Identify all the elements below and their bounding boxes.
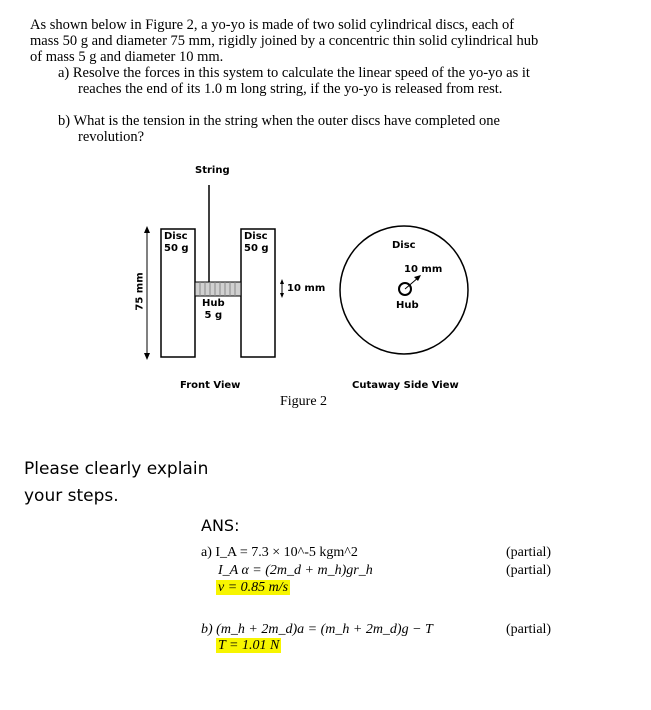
answer-a3-highlight: v = 0.85 m/s — [218, 580, 289, 595]
hub-label — [202, 298, 225, 322]
explain-note — [24, 456, 208, 510]
answer-b2 — [216, 638, 281, 654]
answer-b2-highlight: T = 1.01 N — [218, 638, 280, 653]
hub-mass: 5 g — [204, 310, 223, 321]
disc-right-label — [244, 231, 269, 255]
dim-75-label: 75 mm — [134, 272, 146, 311]
disc-left-name: Disc — [164, 231, 188, 242]
hub-name: Hub — [202, 298, 225, 309]
note-line-2: your steps. — [24, 486, 119, 506]
answer-b1: b) (m_h + 2m_d)a = (m_h + 2m_d)g − T — [201, 622, 433, 637]
partial-a2: (partial) — [506, 563, 552, 578]
side-10mm-label: 10 mm — [404, 264, 443, 275]
side-hub-label: Hub — [396, 300, 419, 311]
side-disc-label: Disc — [392, 240, 416, 251]
answer-heading: ANS: — [201, 516, 240, 535]
front-view-label: Front View — [180, 380, 241, 391]
string-label: String — [195, 165, 230, 176]
answer-a1: a) I_A = 7.3 × 10^-5 kgm^2 — [201, 545, 358, 560]
disc-right-name: Disc — [244, 231, 268, 242]
intro-line-2: mass 50 g and diameter 75 mm, rigidly joined by a concentric thin solid cylindrical hub — [30, 33, 539, 49]
partial-b1: (partial) — [506, 622, 552, 637]
disc-left-mass: 50 g — [164, 243, 189, 254]
answer-a3 — [216, 580, 290, 596]
dim-10-label: 10 mm — [287, 283, 326, 294]
side-view-label: Cutaway Side View — [352, 380, 459, 391]
partial-a1: (partial) — [506, 545, 552, 560]
part-a-line-2: reaches the end of its 1.0 m long string, if the yo-yo is released from rest. — [78, 81, 503, 97]
note-line-1: Please clearly explain — [24, 459, 209, 479]
part-b-line-1: b) What is the tension in the string when the outer discs have completed one — [58, 113, 500, 129]
figure-caption: Figure 2 — [280, 394, 328, 409]
disc-left-label — [164, 231, 189, 255]
disc-right-mass: 50 g — [244, 243, 269, 254]
part-b-line-2: revolution? — [78, 129, 145, 145]
answer-a2: I_A α = (2m_d + m_h)gr_h — [218, 563, 373, 578]
hub-rect — [195, 282, 241, 296]
intro-line-3: of mass 5 g and diameter 10 mm. — [30, 49, 224, 65]
intro-line-1: As shown below in Figure 2, a yo-yo is made of two solid cylindrical discs, each of — [30, 17, 515, 33]
part-a-line-1: a) Resolve the forces in this system to calculate the linear speed of the yo-yo as it — [58, 65, 530, 81]
